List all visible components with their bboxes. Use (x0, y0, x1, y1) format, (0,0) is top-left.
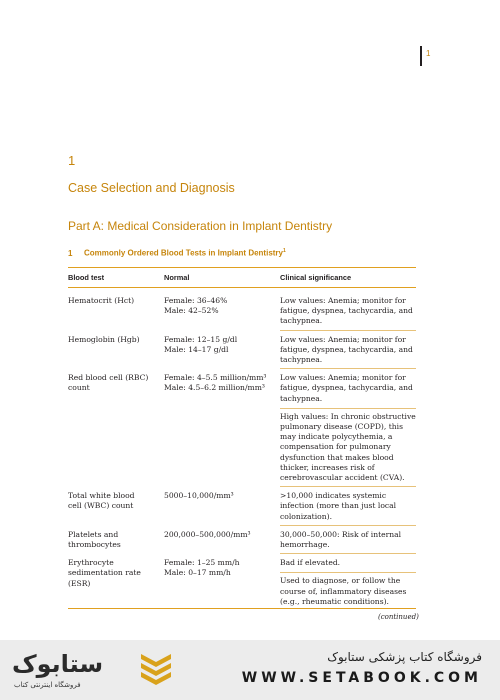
logo-tagline: فروشگاه اینترنتی کتاب (14, 681, 81, 689)
cell-normal-line: 200,000–500,000/mm³ (164, 529, 251, 539)
cell-blood-test-line: cell (WBC) count (68, 501, 134, 511)
table-caption-text: Commonly Ordered Blood Tests in Implant Dentistry (84, 248, 283, 258)
cell-normal-line: Male: 42–52% (164, 306, 219, 316)
cell-blood-test (68, 330, 164, 369)
cell-normal (164, 525, 280, 553)
table-header-row (68, 268, 416, 288)
table-caption-number: 1 (68, 248, 73, 258)
table-caption (68, 248, 286, 258)
cell-blood-test-line: sedimentation rate (68, 568, 141, 578)
cell-normal (164, 553, 280, 610)
cell-blood-test (68, 292, 164, 330)
table-row (68, 525, 416, 553)
cell-blood-test-line: Platelets and (68, 529, 119, 539)
table-row (68, 330, 416, 369)
banner-title: فروشگاه کتاب پزشکی ستابوک (327, 650, 482, 664)
cell-clinical-significance (280, 368, 416, 486)
page-marker-bar (420, 46, 422, 66)
cell-clinical-significance-line: Low values: Anemia; monitor for fatigue, dyspnea, tachycardia, and tachypnea. (280, 373, 413, 403)
cell-normal-line: Male: 14–17 g/dl (164, 344, 229, 354)
cell-clinical-significance (280, 553, 416, 610)
cell-blood-test-line: Hematocrit (Hct) (68, 296, 135, 305)
cell-clinical-significance-line: 30,000–50,000: Risk of internal hemorrhage. (280, 529, 402, 550)
cell-blood-test (68, 525, 164, 553)
cell-blood-test-line: count (68, 383, 90, 393)
cell-normal-line: 5000–10,000/mm³ (164, 491, 234, 501)
cell-normal-line: Female: 4–5.5 million/mm³ (164, 373, 267, 383)
cell-blood-test-line: (ESR) (68, 578, 91, 588)
table-row (68, 553, 416, 610)
cell-clinical-significance-line: >10,000 indicates systemic infection (more than just local colonization). (280, 491, 397, 521)
cell-clinical-significance-line: High values: In chronic obstructive pulmonary disease (COPD), this may indicate polycythemia, a compensation for pulmonary dysfunction that makes blood thicker, increases risk of cerebrovascular accident (CVA). (280, 408, 416, 483)
blood-tests-table (68, 267, 416, 610)
logo-wordmark: ستابوک (12, 650, 104, 678)
book-stack-icon (137, 650, 175, 688)
cell-blood-test-line: Total white blood (68, 491, 135, 501)
cell-blood-test (68, 486, 164, 525)
cell-clinical-significance (280, 486, 416, 525)
table-bottom-rule (68, 608, 416, 609)
table-body (68, 288, 416, 610)
cell-clinical-significance-line: Low values: Anemia; monitor for fatigue, dyspnea, tachycardia, and tachypnea. (280, 296, 413, 326)
cell-normal-line: Female: 36–46% (164, 296, 228, 305)
cell-normal (164, 292, 280, 330)
publisher-logo (12, 650, 162, 690)
cell-blood-test (68, 553, 164, 610)
cell-normal (164, 330, 280, 369)
table-row (68, 368, 416, 486)
cell-normal (164, 486, 280, 525)
cell-blood-test-line: Hemoglobin (Hgb) (68, 334, 140, 344)
publisher-banner (0, 640, 500, 700)
page-marker (420, 46, 430, 66)
cell-blood-test-line: thrombocytes (68, 540, 121, 550)
cell-clinical-significance (280, 525, 416, 553)
continued-note: (continued) (378, 613, 419, 621)
cell-normal-line: Female: 1–25 mm/h (164, 558, 240, 568)
table-caption-footnote: 1 (283, 248, 286, 254)
cell-normal-line: Female: 12–15 g/dl (164, 334, 238, 344)
cell-clinical-significance (280, 330, 416, 369)
cell-blood-test (68, 368, 164, 486)
cell-clinical-significance-line: Low values: Anemia; monitor for fatigue, dyspnea, tachycardia, and tachypnea. (280, 334, 413, 365)
table-row (68, 292, 416, 330)
page-number: 1 (426, 49, 431, 58)
header-normal: Normal (164, 273, 190, 282)
banner-website: WWW.SETABOOK.COM (241, 670, 482, 686)
cell-normal-line: Male: 0–17 mm/h (164, 568, 231, 578)
cell-blood-test-line: Erythrocyte (68, 558, 114, 568)
table-row (68, 486, 416, 525)
cell-clinical-significance-line: Used to diagnose, or follow the course of, inflammatory diseases (e.g., rheumatic conditions). (280, 572, 416, 607)
cell-blood-test-line: Red blood cell (RBC) (68, 373, 149, 383)
part-title: Part A: Medical Consideration in Implant Dentistry (68, 219, 333, 233)
cell-clinical-significance-line: Bad if elevated. (280, 558, 341, 568)
cell-normal-line: Male: 4.5–6.2 million/mm³ (164, 383, 265, 393)
header-clinical-significance: Clinical significance (280, 273, 352, 282)
chapter-number: 1 (68, 153, 76, 168)
header-blood-test: Blood test (68, 273, 105, 282)
cell-normal (164, 368, 280, 486)
cell-clinical-significance (280, 292, 416, 330)
chapter-title: Case Selection and Diagnosis (68, 181, 235, 195)
